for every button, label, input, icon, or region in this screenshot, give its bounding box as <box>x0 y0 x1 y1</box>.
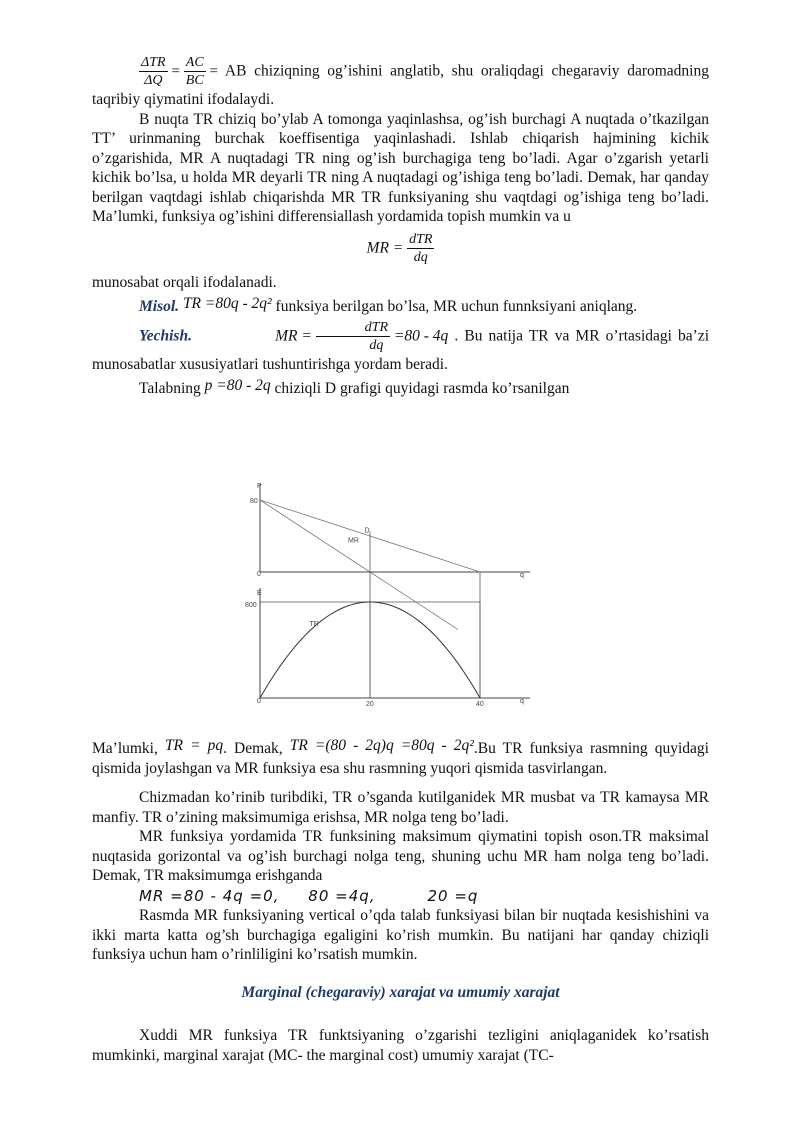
paragraph-tr-pq-text-c: .Bu TR funksiya rasmning quyidagi qismida joylashgan va MR funksiya esa shu rasmning yuqori qismida tasvirlangan. <box>92 740 709 777</box>
paragraph-b-point: B nuqta TR chiziq bo’ylab A tomonga yaqinlashsa, og’ish burchagi A nuqtada o’tkazilgan TT’ urinmaning burchak koeffisentiga yaqinlashadi. Ishlab chiqarish hajmining kichik o’zgarishida, MR A nuqtadagi TR ning og’ish burchagiga teng bo’ladi. Agar o’zgarish yetarli kichik bo’lsa, u holda MR deyarli TR ning A nuqtadagi og’ishiga teng bo’ladi. Demak, har qanday berilgan vaqtdagi ishlab chiqarishda MR TR funksiyaning shu vaqtdagi og’ishiga teng bo’ladi. Ma’lumki, funksiya og’ishini differensiallash yordamida topish mumkin va u <box>92 110 709 225</box>
paragraph-vertical-intersection: Rasmda MR funksiyaning vertical o’qda talab funksiyasi bilan bir nuqtada kesishishini va ikki marta katta og’sh burchagiga egaligini ko’rish mumkin. Bu natijani har qanday chiziqli funksiya uchun ham o’rinliligini ko’rsatish mumkin. <box>92 907 709 963</box>
equation-rhs: =80 - 4q <box>393 327 449 345</box>
bottom-x-axis-label: q <box>520 698 524 705</box>
section-heading: Marginal (chegaraviy) xarajat va umumiy xarajat <box>241 983 560 1001</box>
paragraph-ab-text: AB chiziqning og’ishini anglatib, shu oraliqdagi chegaraviy daromadning taqribiy qiymatini ifodalaydi. <box>92 62 709 108</box>
fraction-denominator: ΔQ <box>144 73 163 88</box>
demand-line <box>92 376 709 399</box>
paragraph-relation: munosabat orqali ifodalanadi. <box>92 273 277 291</box>
equation-lhs: MR = <box>366 239 404 257</box>
example-text: funksiya berilgan bo’lsa, MR uchun funnksiyani aniqlang. <box>275 298 638 315</box>
demand-text-pre: Talabning <box>139 380 201 397</box>
equation-lhs: MR = <box>275 327 312 345</box>
fraction-numerator: AC <box>185 55 204 70</box>
bottom-x-tick-20: 20 <box>366 701 374 708</box>
demand-equation: p =80 - 2q <box>204 377 271 394</box>
equation-tr-pq: TR = pq <box>164 737 224 754</box>
paragraph-tr-pq <box>92 736 709 778</box>
fraction-numerator: dTR <box>316 319 390 337</box>
fraction-dtr-dq <box>316 319 390 355</box>
solution-text: . Bu natija TR va MR o’rtasidagi ba’zi munosabatlar xususiyatlari tushuntirishga yordam beradi. <box>92 327 710 373</box>
example-label: Misol. <box>139 298 180 315</box>
chart-bottom-panel <box>245 588 530 708</box>
bottom-origin-label: 0 <box>257 698 261 705</box>
series-label-tr: TR <box>309 621 319 628</box>
fraction-denominator: BC <box>185 73 204 88</box>
fraction-delta-tr-q <box>139 54 168 90</box>
difference-ratio: $\frac{\text{ΔTR}}{\Delta Q}$ = $\frac{AC}{BC}$ = <box>141 55 219 88</box>
top-y-axis-label: P <box>257 483 262 490</box>
top-x-axis-label: q <box>520 572 524 579</box>
solution-label: Yechish. <box>139 327 192 345</box>
top-origin-label: 0 <box>257 571 261 578</box>
demand-text-post: chiziqli D grafigi quyidagi rasmda ko’rsanilgan <box>274 380 570 397</box>
mr-line <box>260 500 458 630</box>
series-label-d: D <box>364 527 370 535</box>
document-page <box>92 48 709 399</box>
fraction-denominator: dq <box>369 337 384 353</box>
fraction-numerator: dTR <box>409 231 433 247</box>
fraction-dtr-dq <box>407 231 434 267</box>
series-label-mr: MR <box>348 537 359 545</box>
example-line <box>92 294 709 317</box>
paragraph-chart-observation: Chizmadan ko’rinib turibdiki, TR o’sganda kutilganidek MR musbat va TR kamaysa MR manfiy. TR o’zining maksimumiga erishsa, MR nolga teng bo’ladi. <box>92 789 709 826</box>
bottom-x-tick-40: 40 <box>476 701 484 708</box>
equation-mr-derivative <box>92 231 709 267</box>
equation-mr-zero: MR =80 - 4q =0, 80 =4q, 20 =q <box>139 886 479 905</box>
paragraph-mr-max: MR funksiya yordamida TR funksining maksimum qiymatini topish oson.TR maksimal nuqtasida gorizontal va og’ish burchagi nolga teng, shuning uchu MR ham nolga teng bo’ladi. Demak, TR maksimumga erishganda <box>92 828 709 884</box>
top-y-tick-label: 80 <box>250 498 258 505</box>
chart-top-panel <box>250 483 530 698</box>
tr-mr-demand-chart <box>240 476 540 711</box>
bottom-y-axis-label: E <box>257 590 262 597</box>
paragraph-tr-pq-text-a: Ma’lumki, <box>92 740 158 757</box>
solution-line <box>92 319 709 375</box>
fraction-numerator: ΔTR <box>141 55 166 70</box>
example-equation: TR =80q - 2q² <box>182 295 272 312</box>
solution-equation <box>228 319 448 355</box>
document-page-lower <box>92 736 709 1065</box>
paragraph-tr-pq-text-b: . Demak, <box>223 740 283 757</box>
fraction-denominator: dq <box>413 249 428 265</box>
paragraph-marginal-cost: Xuddi MR funksiya TR funktsiyaning o’zgarishi tezligini aniqlaganidek ko’rsatish mumkinki, marginal xarajat (MC- the marginal cost) umumiy xarajat (TC- <box>92 1027 709 1064</box>
fraction-ac-bc <box>184 54 206 90</box>
bottom-y-tick-label: 800 <box>245 602 257 609</box>
equation-tr-expanded: TR =(80 - 2q)q =80q - 2q² <box>289 737 474 754</box>
paragraph-ab <box>92 54 709 110</box>
